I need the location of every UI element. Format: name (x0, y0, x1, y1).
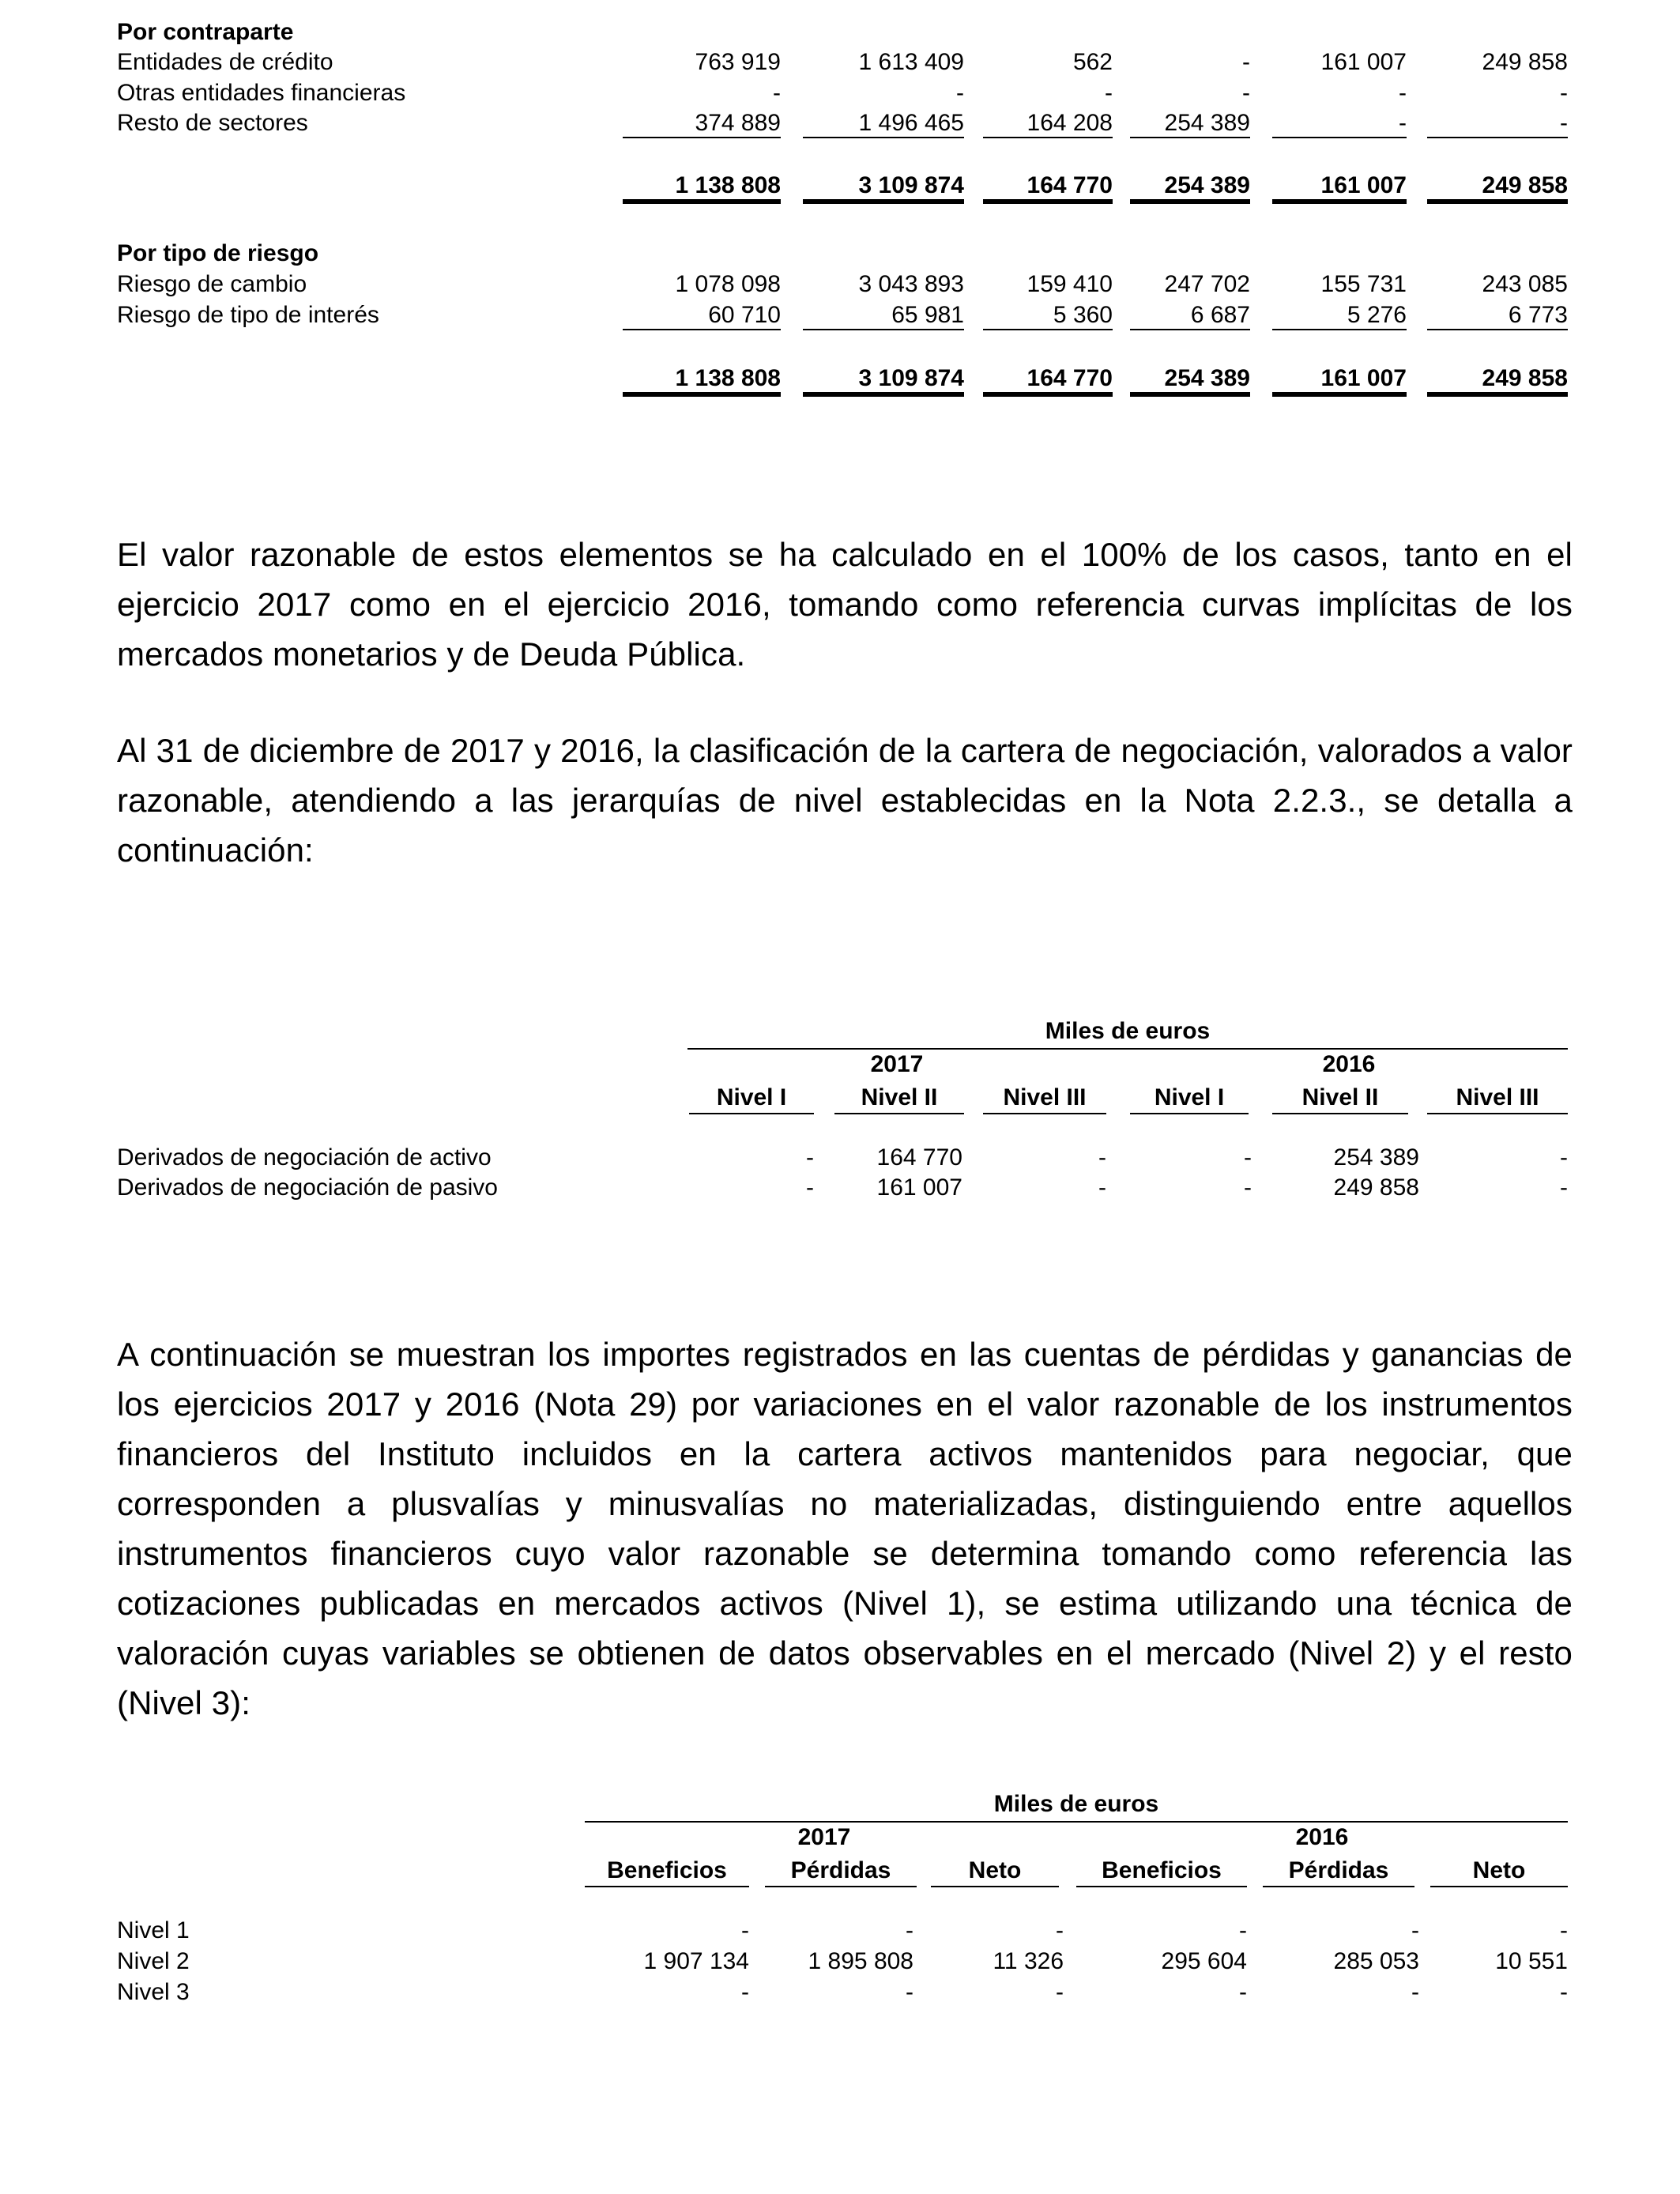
value-cell: - (741, 1917, 749, 1943)
total-cell: 161 007 (1272, 171, 1407, 204)
value-cell: 1 613 409 (858, 49, 964, 75)
year-header: 2017 (870, 1051, 924, 1077)
value-cell: 11 326 (993, 1948, 1064, 1974)
column-header: Nivel III (983, 1083, 1106, 1114)
value-cell: - (1244, 1144, 1252, 1171)
value-cell: - (806, 1174, 814, 1201)
value-cell: - (1239, 1979, 1247, 2005)
value-cell: - (1242, 79, 1250, 106)
value-cell: 6 773 (1427, 300, 1568, 330)
row-label: Entidades de crédito (117, 49, 333, 75)
value-cell: 285 053 (1333, 1948, 1419, 1974)
value-cell: 5 276 (1272, 300, 1407, 330)
value-cell: - (1098, 1144, 1106, 1171)
value-cell: - (906, 1979, 913, 2005)
value-cell: - (906, 1917, 913, 1943)
column-header: Nivel II (834, 1083, 964, 1114)
value-cell: - (1560, 1979, 1568, 2005)
column-header: Nivel I (1130, 1083, 1249, 1114)
total-cell: 249 858 (1427, 364, 1568, 397)
column-header: Pérdidas (765, 1856, 917, 1887)
total-cell: 161 007 (1272, 364, 1407, 397)
paragraph-gains-losses: A continuación se muestran los importes registrados en las cuentas de pérdidas y ganancias de los ejercicios 2017 y 2016 (Nota 29) por variaciones en el valor razonable de los instrumentos financieros del Instituto incluidos en la cartera activos mantenidos para negociar, que corresponden a plusvalías y minusvalías no materializadas, distinguiendo entre aquellos instrumentos financieros cuyo valor razonable se determina tomando como referencia las cotizaciones publicadas en mercados activos (Nivel 1), se estima utilizando una técnica de valoración cuyas variables se obtienen de datos observables en el mercado (Nivel 2) y el resto (Nivel 3): (117, 1336, 1573, 1721)
column-header: Nivel II (1272, 1083, 1408, 1114)
value-cell: - (1242, 49, 1250, 75)
value-cell: - (1056, 1917, 1064, 1943)
total-cell: 164 770 (983, 364, 1113, 397)
value-cell: 3 043 893 (858, 271, 964, 297)
value-cell: - (1098, 1174, 1106, 1201)
value-cell: 247 702 (1164, 271, 1250, 297)
value-cell: 161 007 (1320, 49, 1407, 75)
value-cell: 164 208 (983, 108, 1113, 138)
value-cell: - (956, 79, 964, 106)
column-header: Pérdidas (1263, 1856, 1414, 1887)
value-cell: - (1560, 1144, 1568, 1171)
value-cell: - (1427, 108, 1568, 138)
value-cell: - (1560, 1917, 1568, 1943)
paragraph-fair-value: El valor razonable de estos elementos se ha calculado en el 100% de los casos, tanto en el ejercicio 2017 como en el ejercicio 2016, tomando como referencia curvas implícitas de los mercados monetarios y de Deuda Pública. (117, 536, 1573, 673)
row-label: Riesgo de cambio (117, 271, 307, 297)
value-cell: - (1560, 79, 1568, 106)
value-cell: - (1411, 1917, 1419, 1943)
value-cell: - (1399, 79, 1407, 106)
year-header: 2016 (1322, 1051, 1376, 1077)
value-cell: 1 496 465 (803, 108, 964, 138)
total-cell: 3 109 874 (803, 171, 964, 204)
row-label: Riesgo de tipo de interés (117, 302, 379, 328)
value-cell: - (806, 1144, 814, 1171)
total-cell: 254 389 (1130, 364, 1250, 397)
value-cell: - (1056, 1979, 1064, 2005)
value-cell: - (1411, 1979, 1419, 2005)
value-cell: 1 078 098 (675, 271, 781, 297)
value-cell: - (1244, 1174, 1252, 1201)
column-header: Nivel III (1427, 1083, 1568, 1114)
value-cell: 562 (1072, 49, 1113, 75)
value-cell: 1 895 808 (808, 1948, 913, 1974)
year-header: 2017 (797, 1824, 851, 1850)
total-cell: 3 109 874 (803, 364, 964, 397)
row-label: Derivados de negociación de activo (117, 1144, 492, 1171)
value-cell: 1 907 134 (643, 1948, 749, 1974)
value-cell: 374 889 (623, 108, 781, 138)
value-cell: 243 085 (1482, 271, 1568, 297)
value-cell: 159 410 (1026, 271, 1113, 297)
table-caption: Miles de euros (993, 1791, 1159, 1817)
row-label: Resto de sectores (117, 110, 308, 136)
row-label: Nivel 3 (117, 1979, 190, 2005)
value-cell: 295 604 (1161, 1948, 1247, 1974)
value-cell: - (773, 79, 781, 106)
column-header: Beneficios (585, 1856, 749, 1887)
row-label: Derivados de negociación de pasivo (117, 1174, 498, 1201)
column-header: Neto (1430, 1856, 1568, 1887)
value-cell: 6 687 (1130, 300, 1250, 330)
value-cell: 60 710 (623, 300, 781, 330)
value-cell: - (1105, 79, 1113, 106)
table-caption: Miles de euros (1045, 1018, 1211, 1044)
year-header: 2016 (1295, 1824, 1349, 1850)
row-label: Nivel 1 (117, 1917, 190, 1943)
value-cell: 249 858 (1482, 49, 1568, 75)
value-cell: 254 389 (1333, 1144, 1419, 1171)
value-cell: 161 007 (876, 1174, 962, 1201)
value-cell: 10 551 (1495, 1948, 1568, 1974)
column-header: Beneficios (1076, 1856, 1247, 1887)
total-cell: 164 770 (983, 171, 1113, 204)
section-title-risk: Por tipo de riesgo (117, 240, 319, 266)
paragraph-classification: Al 31 de diciembre de 2017 y 2016, la clasificación de la cartera de negociación, valorados a valor razonable, atendiendo a las jerarquías de nivel establecidas en la Nota 2.2.3., se detalla a continuación: (117, 732, 1573, 869)
total-cell: 1 138 808 (623, 364, 781, 397)
value-cell: - (1560, 1174, 1568, 1201)
value-cell: 763 919 (695, 49, 781, 75)
value-cell: 164 770 (876, 1144, 962, 1171)
row-label: Otras entidades financieras (117, 79, 406, 106)
column-header: Nivel I (689, 1083, 814, 1114)
total-cell: 1 138 808 (623, 171, 781, 204)
value-cell: - (741, 1979, 749, 2005)
column-header: Neto (931, 1856, 1059, 1887)
row-label: Nivel 2 (117, 1948, 190, 1974)
value-cell: 5 360 (983, 300, 1113, 330)
value-cell: - (1272, 108, 1407, 138)
value-cell: 155 731 (1320, 271, 1407, 297)
value-cell: 65 981 (803, 300, 964, 330)
section-title-counterparty: Por contraparte (117, 19, 294, 45)
total-cell: 254 389 (1130, 171, 1250, 204)
total-cell: 249 858 (1427, 171, 1568, 204)
value-cell: 254 389 (1130, 108, 1250, 138)
value-cell: 249 858 (1333, 1174, 1419, 1201)
value-cell: - (1239, 1917, 1247, 1943)
